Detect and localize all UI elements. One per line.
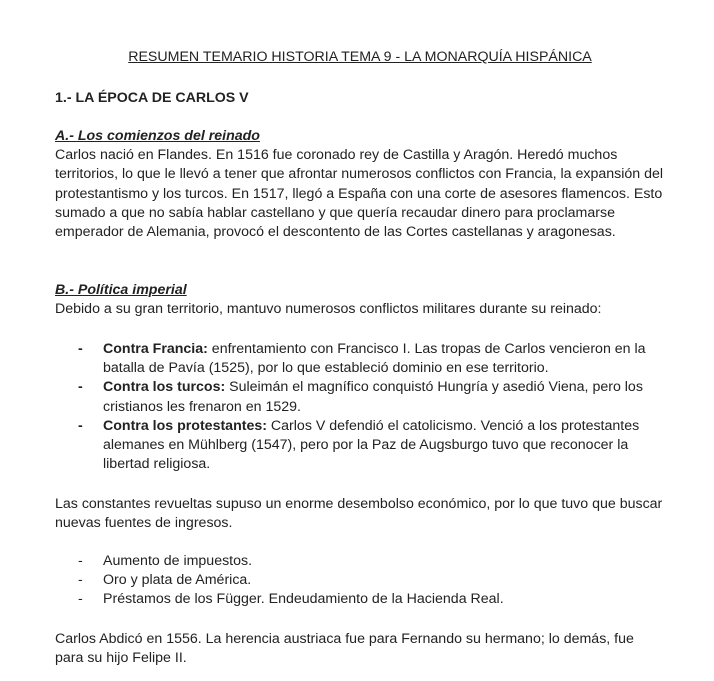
section-b-heading: B.- Política imperial bbox=[55, 282, 187, 298]
section-b-intro: Debido a su gran territorio, mantuvo numerosos conflictos militares durante su reinado: bbox=[55, 301, 602, 318]
conflict-label: Contra los protestantes: bbox=[103, 417, 267, 434]
list-bullet: - bbox=[78, 417, 83, 434]
income-list-container bbox=[55, 552, 665, 610]
income-list bbox=[55, 552, 665, 610]
list-bullet: - bbox=[78, 379, 83, 396]
closing-paragraph: Carlos Abdicó en 1556. La herencia austriaca fue para Fernando su hermano; lo demás, fue para su hijo Felipe II. bbox=[55, 631, 634, 667]
income-text: Oro y plata de América. bbox=[103, 572, 252, 589]
conflict-text: Suleimán el magnífico conquistó Hungría y asedió Viena, pero los cristianos les frenaron en 1529. bbox=[103, 379, 643, 415]
list-bullet: - bbox=[78, 572, 83, 589]
list-bullet: - bbox=[78, 591, 83, 608]
section-heading: 1.- LA ÉPOCA DE CARLOS V bbox=[55, 90, 249, 106]
closing-container bbox=[55, 630, 665, 668]
income-text: Préstamos de los Függer. Endeudamiento de la Hacienda Real. bbox=[103, 591, 504, 608]
list-item bbox=[55, 552, 665, 571]
section-b bbox=[55, 281, 665, 319]
conflict-label: Contra Francia: bbox=[103, 341, 208, 357]
list-bullet: - bbox=[78, 553, 83, 569]
list-bullet: - bbox=[78, 341, 83, 357]
list-item bbox=[55, 378, 665, 416]
conflicts-list bbox=[55, 340, 665, 474]
section-a bbox=[55, 127, 665, 242]
section-b-paragraph2-container bbox=[55, 495, 665, 533]
list-item bbox=[55, 340, 665, 378]
conflict-label: Contra los turcos: bbox=[103, 379, 226, 396]
section-b-paragraph2: Las constantes revueltas supuso un enorme desembolso económico, por lo que tuvo que buscar nuevas fuentes de ingresos. bbox=[55, 496, 663, 532]
conflict-text: enfrentamiento con Francisco I. Las tropas de Carlos vencieron en la batalla de Pavía (1525), por lo que estableció dominio en ese territorio. bbox=[103, 341, 646, 377]
section-a-paragraph: Carlos nació en Flandes. En 1516 fue coronado rey de Castilla y Aragón. Heredó muchos territorios, lo que le llevó a tener que afrontar numerosos conflictos con Francia, la expansión del protestantismo y los turcos. En 1517, llegó a España con una corte de asesores flamencos. Esto sumado a que no sabía hablar castellano y que quería recaudar dinero para proclamarse emperador de Alemania, provocó el descontento de las Cortes castellanas y aragonesas. bbox=[55, 147, 664, 241]
document-title: RESUMEN TEMARIO HISTORIA TEMA 9 - LA MONARQUÍA HISPÁNICA bbox=[128, 49, 592, 65]
conflicts-list-container bbox=[55, 340, 665, 474]
list-item bbox=[55, 590, 665, 609]
conflict-text: Carlos V defendió el catolicismo. Venció a los protestantes alemanes en Mühlberg (1547), pero por la Paz de Augsburgo tuvo que reconocer la libertad religiosa. bbox=[103, 417, 640, 473]
section-a-heading: A.- Los comienzos del reinado bbox=[55, 128, 260, 144]
list-item bbox=[55, 571, 665, 590]
income-text: Aumento de impuestos. bbox=[103, 553, 253, 569]
list-item bbox=[55, 417, 665, 475]
